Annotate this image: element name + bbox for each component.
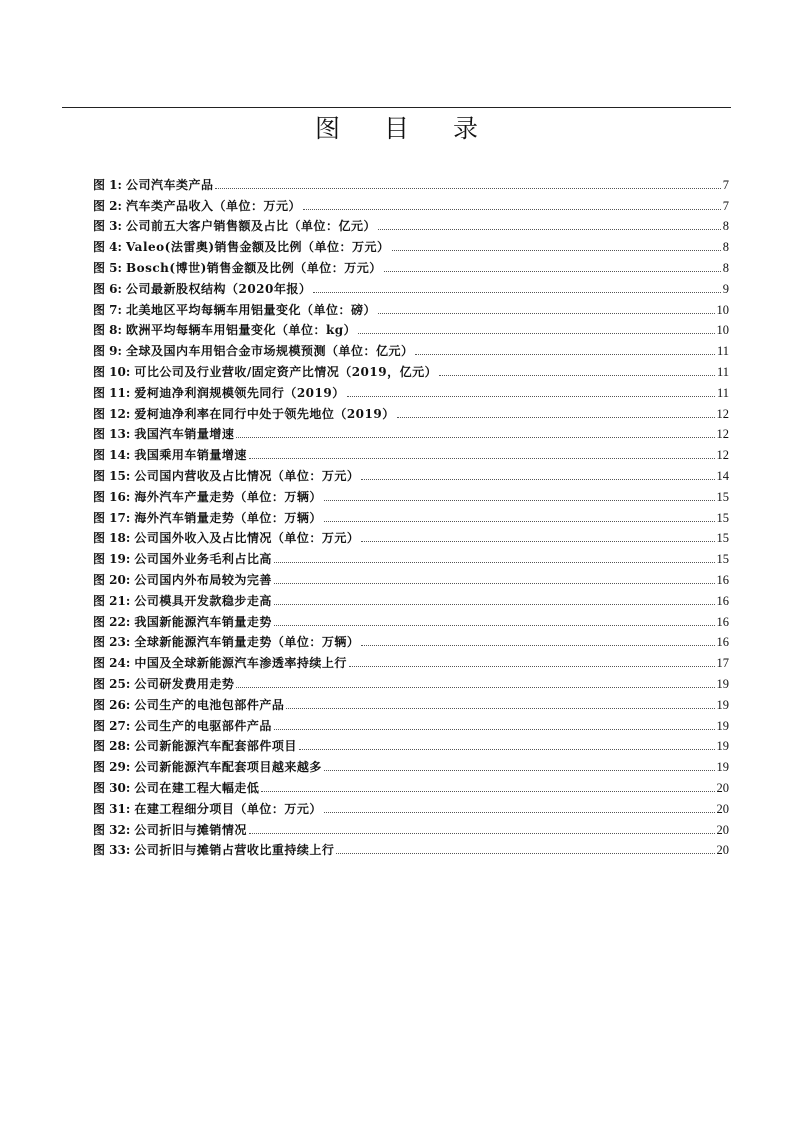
toc-entry-title: 公司生产的电驱部件产品: [134, 718, 272, 733]
toc-entry-number: 图 25:: [93, 676, 131, 691]
toc-entry-page: 8: [722, 219, 729, 234]
dot-leader: [274, 604, 715, 605]
toc-entry-page: 15: [716, 489, 729, 504]
toc-entry-page: 16: [716, 572, 729, 587]
toc-entry-title: 全球及国内车用铝合金市场规模预测（单位：亿元）: [125, 344, 414, 359]
toc-entry-title: Valeo(法雷奥)销售金额及比例（单位：万元）: [125, 240, 390, 255]
toc-entry-title: 爱柯迪净利率在同行中处于领先地位（2019）: [134, 406, 395, 421]
toc-entry-page: 19: [716, 760, 729, 775]
dot-leader: [378, 313, 715, 314]
toc-entry[interactable]: [93, 276, 729, 297]
toc-entry-page: 14: [716, 468, 729, 483]
toc-entry[interactable]: [93, 401, 729, 422]
toc-entry[interactable]: [93, 838, 729, 859]
dot-leader: [313, 292, 720, 293]
toc-entry-page: 8: [722, 260, 729, 275]
toc-entry[interactable]: [93, 422, 729, 443]
toc-entry-page: 10: [716, 323, 729, 338]
toc-entry-title: 爱柯迪净利润规模领先同行（2019）: [134, 385, 345, 400]
toc-entry-page: 15: [716, 510, 729, 525]
toc-entry-number: 图 9:: [93, 344, 122, 359]
dot-leader: [299, 749, 715, 750]
toc-entry-page: 7: [722, 198, 729, 213]
dot-leader: [303, 209, 721, 210]
header-rule: [62, 107, 731, 108]
toc-entry-title: 公司新能源汽车配套部件项目: [134, 739, 297, 754]
toc-entry[interactable]: [93, 567, 729, 588]
toc-entry-title: 公司新能源汽车配套项目越来越多: [134, 760, 322, 775]
toc-entry-number: 图 18:: [93, 531, 131, 546]
toc-entry[interactable]: [93, 546, 729, 567]
dot-leader: [274, 583, 715, 584]
toc-entry[interactable]: [93, 380, 729, 401]
toc-entry-number: 图 4:: [93, 240, 122, 255]
toc-entry-page: 8: [722, 240, 729, 255]
toc-entry-title: 公司折旧与摊销占营收比重持续上行: [134, 843, 335, 858]
toc-entry-title: 在建工程细分项目（单位：万元）: [134, 801, 322, 816]
toc-entry-title: 中国及全球新能源汽车渗透率持续上行: [134, 656, 347, 671]
toc-entry[interactable]: [93, 297, 729, 318]
toc-entry-page: 20: [716, 801, 729, 816]
toc-entry-title: 公司国外业务毛利占比高: [134, 552, 272, 567]
toc-entry-title: 海外汽车销量走势（单位：万辆）: [134, 510, 322, 525]
toc-entry-page: 16: [716, 614, 729, 629]
toc-entry-number: 图 23:: [93, 635, 131, 650]
toc-entry[interactable]: [93, 359, 729, 380]
toc-entry-title: 可比公司及行业营收/固定资产比情况（2019，亿元）: [134, 364, 438, 379]
toc-entry-number: 图 24:: [93, 656, 131, 671]
toc-entry-page: 11: [716, 364, 729, 379]
toc-entry-number: 图 31:: [93, 801, 131, 816]
toc-entry-page: 11: [716, 385, 729, 400]
toc-entry[interactable]: [93, 630, 729, 651]
toc-entry-title: 公司国内外布局较为完善: [134, 572, 272, 587]
toc-entry[interactable]: [93, 214, 729, 235]
dot-leader: [324, 770, 715, 771]
toc-entry-number: 图 22:: [93, 614, 131, 629]
dot-leader: [392, 250, 721, 251]
toc-entry-page: 16: [716, 593, 729, 608]
toc-entry[interactable]: [93, 172, 729, 193]
toc-entry-number: 图 10:: [93, 364, 131, 379]
toc-entry-title: 北美地区平均每辆车用铝量变化（单位：磅）: [125, 302, 376, 317]
toc-entry-title: 我国乘用车销量增速: [134, 448, 247, 463]
toc-entry-title: 公司折旧与摊销情况: [134, 822, 247, 837]
toc-entry-page: 20: [716, 822, 729, 837]
toc-entry-number: 图 20:: [93, 572, 131, 587]
toc-entry-number: 图 26:: [93, 697, 131, 712]
toc-entry-page: 20: [716, 843, 729, 858]
dot-leader: [347, 396, 715, 397]
toc-entry-page: 17: [716, 656, 729, 671]
dot-leader: [324, 521, 715, 522]
dot-leader: [415, 354, 714, 355]
toc-entry-title: 汽车类产品收入（单位：万元）: [125, 198, 301, 213]
dot-leader: [215, 188, 720, 189]
toc-entry-page: 12: [716, 448, 729, 463]
dot-leader: [274, 625, 715, 626]
dot-leader: [236, 437, 714, 438]
toc-entry-number: 图 7:: [93, 302, 122, 317]
toc-entry-number: 图 15:: [93, 468, 131, 483]
toc-entry-page: 16: [716, 635, 729, 650]
toc-entry-title: 公司汽车类产品: [125, 177, 214, 192]
dot-leader: [249, 833, 715, 834]
toc-entry-number: 图 12:: [93, 406, 131, 421]
dot-leader: [361, 541, 714, 542]
toc-entry[interactable]: [93, 338, 729, 359]
toc-entry[interactable]: [93, 318, 729, 339]
dot-leader: [324, 812, 715, 813]
dot-leader: [397, 417, 715, 418]
toc-entry-page: 19: [716, 739, 729, 754]
toc-entry[interactable]: [93, 796, 729, 817]
dot-leader: [384, 271, 721, 272]
toc-entry-title: 海外汽车产量走势（单位：万辆）: [134, 489, 322, 504]
toc-entry-number: 图 6:: [93, 281, 122, 296]
toc-entry-page: 15: [716, 552, 729, 567]
toc-entry-page: 12: [716, 427, 729, 442]
figure-list: [93, 172, 729, 858]
toc-entry[interactable]: [93, 505, 729, 526]
toc-entry[interactable]: [93, 255, 729, 276]
toc-entry-number: 图 32:: [93, 822, 131, 837]
toc-entry[interactable]: [93, 234, 729, 255]
toc-entry-number: 图 3:: [93, 219, 122, 234]
toc-entry-title: 欧洲平均每辆车用铝量变化（单位：kg）: [125, 323, 357, 338]
dot-leader: [358, 333, 714, 334]
toc-entry[interactable]: [93, 650, 729, 671]
toc-entry-number: 图 2:: [93, 198, 122, 213]
toc-entry[interactable]: [93, 463, 729, 484]
toc-entry-page: 10: [716, 302, 729, 317]
toc-entry-number: 图 19:: [93, 552, 131, 567]
toc-entry-page: 15: [716, 531, 729, 546]
toc-entry-number: 图 21:: [93, 593, 131, 608]
toc-entry-page: 9: [722, 281, 729, 296]
dot-leader: [361, 479, 714, 480]
toc-entry-title: 公司模具开发款稳步走高: [134, 593, 272, 608]
toc-entry-title: 全球新能源汽车销量走势（单位：万辆）: [134, 635, 360, 650]
toc-entry[interactable]: [93, 692, 729, 713]
toc-entry[interactable]: [93, 588, 729, 609]
toc-entry[interactable]: [93, 671, 729, 692]
toc-entry-title: 公司研发费用走势: [134, 676, 235, 691]
toc-entry-page: 7: [722, 177, 729, 192]
toc-entry[interactable]: [93, 193, 729, 214]
dot-leader: [249, 458, 715, 459]
toc-entry-title: 公司国内营收及占比情况（单位：万元）: [134, 468, 360, 483]
toc-entry-title: 公司国外收入及占比情况（单位：万元）: [134, 531, 360, 546]
toc-entry-number: 图 30:: [93, 780, 131, 795]
toc-entry[interactable]: [93, 713, 729, 734]
toc-entry[interactable]: [93, 442, 729, 463]
toc-entry-page: 19: [716, 697, 729, 712]
toc-entry-title: 公司生产的电池包部件产品: [134, 697, 285, 712]
toc-entry[interactable]: [93, 484, 729, 505]
toc-entry-number: 图 28:: [93, 739, 131, 754]
dot-leader: [236, 687, 714, 688]
toc-entry-page: 11: [716, 344, 729, 359]
toc-entry-number: 图 16:: [93, 489, 131, 504]
toc-entry[interactable]: [93, 817, 729, 838]
toc-entry-number: 图 8:: [93, 323, 122, 338]
toc-entry-number: 图 1:: [93, 177, 122, 192]
toc-entry-title: 公司前五大客户销售额及占比（单位：亿元）: [125, 219, 376, 234]
dot-leader: [336, 853, 714, 854]
toc-entry-title: 公司在建工程大幅走低: [134, 780, 260, 795]
toc-entry-number: 图 14:: [93, 448, 131, 463]
dot-leader: [378, 229, 721, 230]
toc-entry-number: 图 27:: [93, 718, 131, 733]
toc-entry-number: 图 29:: [93, 760, 131, 775]
toc-entry[interactable]: [93, 609, 729, 630]
toc-entry-number: 图 17:: [93, 510, 131, 525]
toc-entry-page: 19: [716, 676, 729, 691]
toc-entry-page: 12: [716, 406, 729, 421]
toc-entry-title: 公司最新股权结构（2020年报）: [125, 281, 312, 296]
toc-entry-title: Bosch(博世)销售金额及比例（单位：万元）: [125, 260, 382, 275]
toc-entry-page: 20: [716, 780, 729, 795]
dot-leader: [361, 645, 714, 646]
toc-entry-page: 19: [716, 718, 729, 733]
dot-leader: [324, 500, 715, 501]
toc-entry-number: 图 13:: [93, 427, 131, 442]
dot-leader: [349, 666, 715, 667]
toc-entry[interactable]: [93, 526, 729, 547]
toc-entry[interactable]: [93, 775, 729, 796]
toc-entry-number: 图 11:: [93, 385, 131, 400]
toc-entry[interactable]: [93, 754, 729, 775]
dot-leader: [274, 729, 715, 730]
toc-entry[interactable]: [93, 734, 729, 755]
dot-leader: [439, 375, 715, 376]
dot-leader: [261, 791, 714, 792]
toc-entry-number: 图 5:: [93, 260, 122, 275]
toc-entry-title: 我国新能源汽车销量走势: [134, 614, 272, 629]
toc-entry-title: 我国汽车销量增速: [134, 427, 235, 442]
dot-leader: [286, 708, 714, 709]
dot-leader: [274, 562, 715, 563]
page-title: 图 目 录: [315, 114, 496, 143]
toc-entry-number: 图 33:: [93, 843, 131, 858]
